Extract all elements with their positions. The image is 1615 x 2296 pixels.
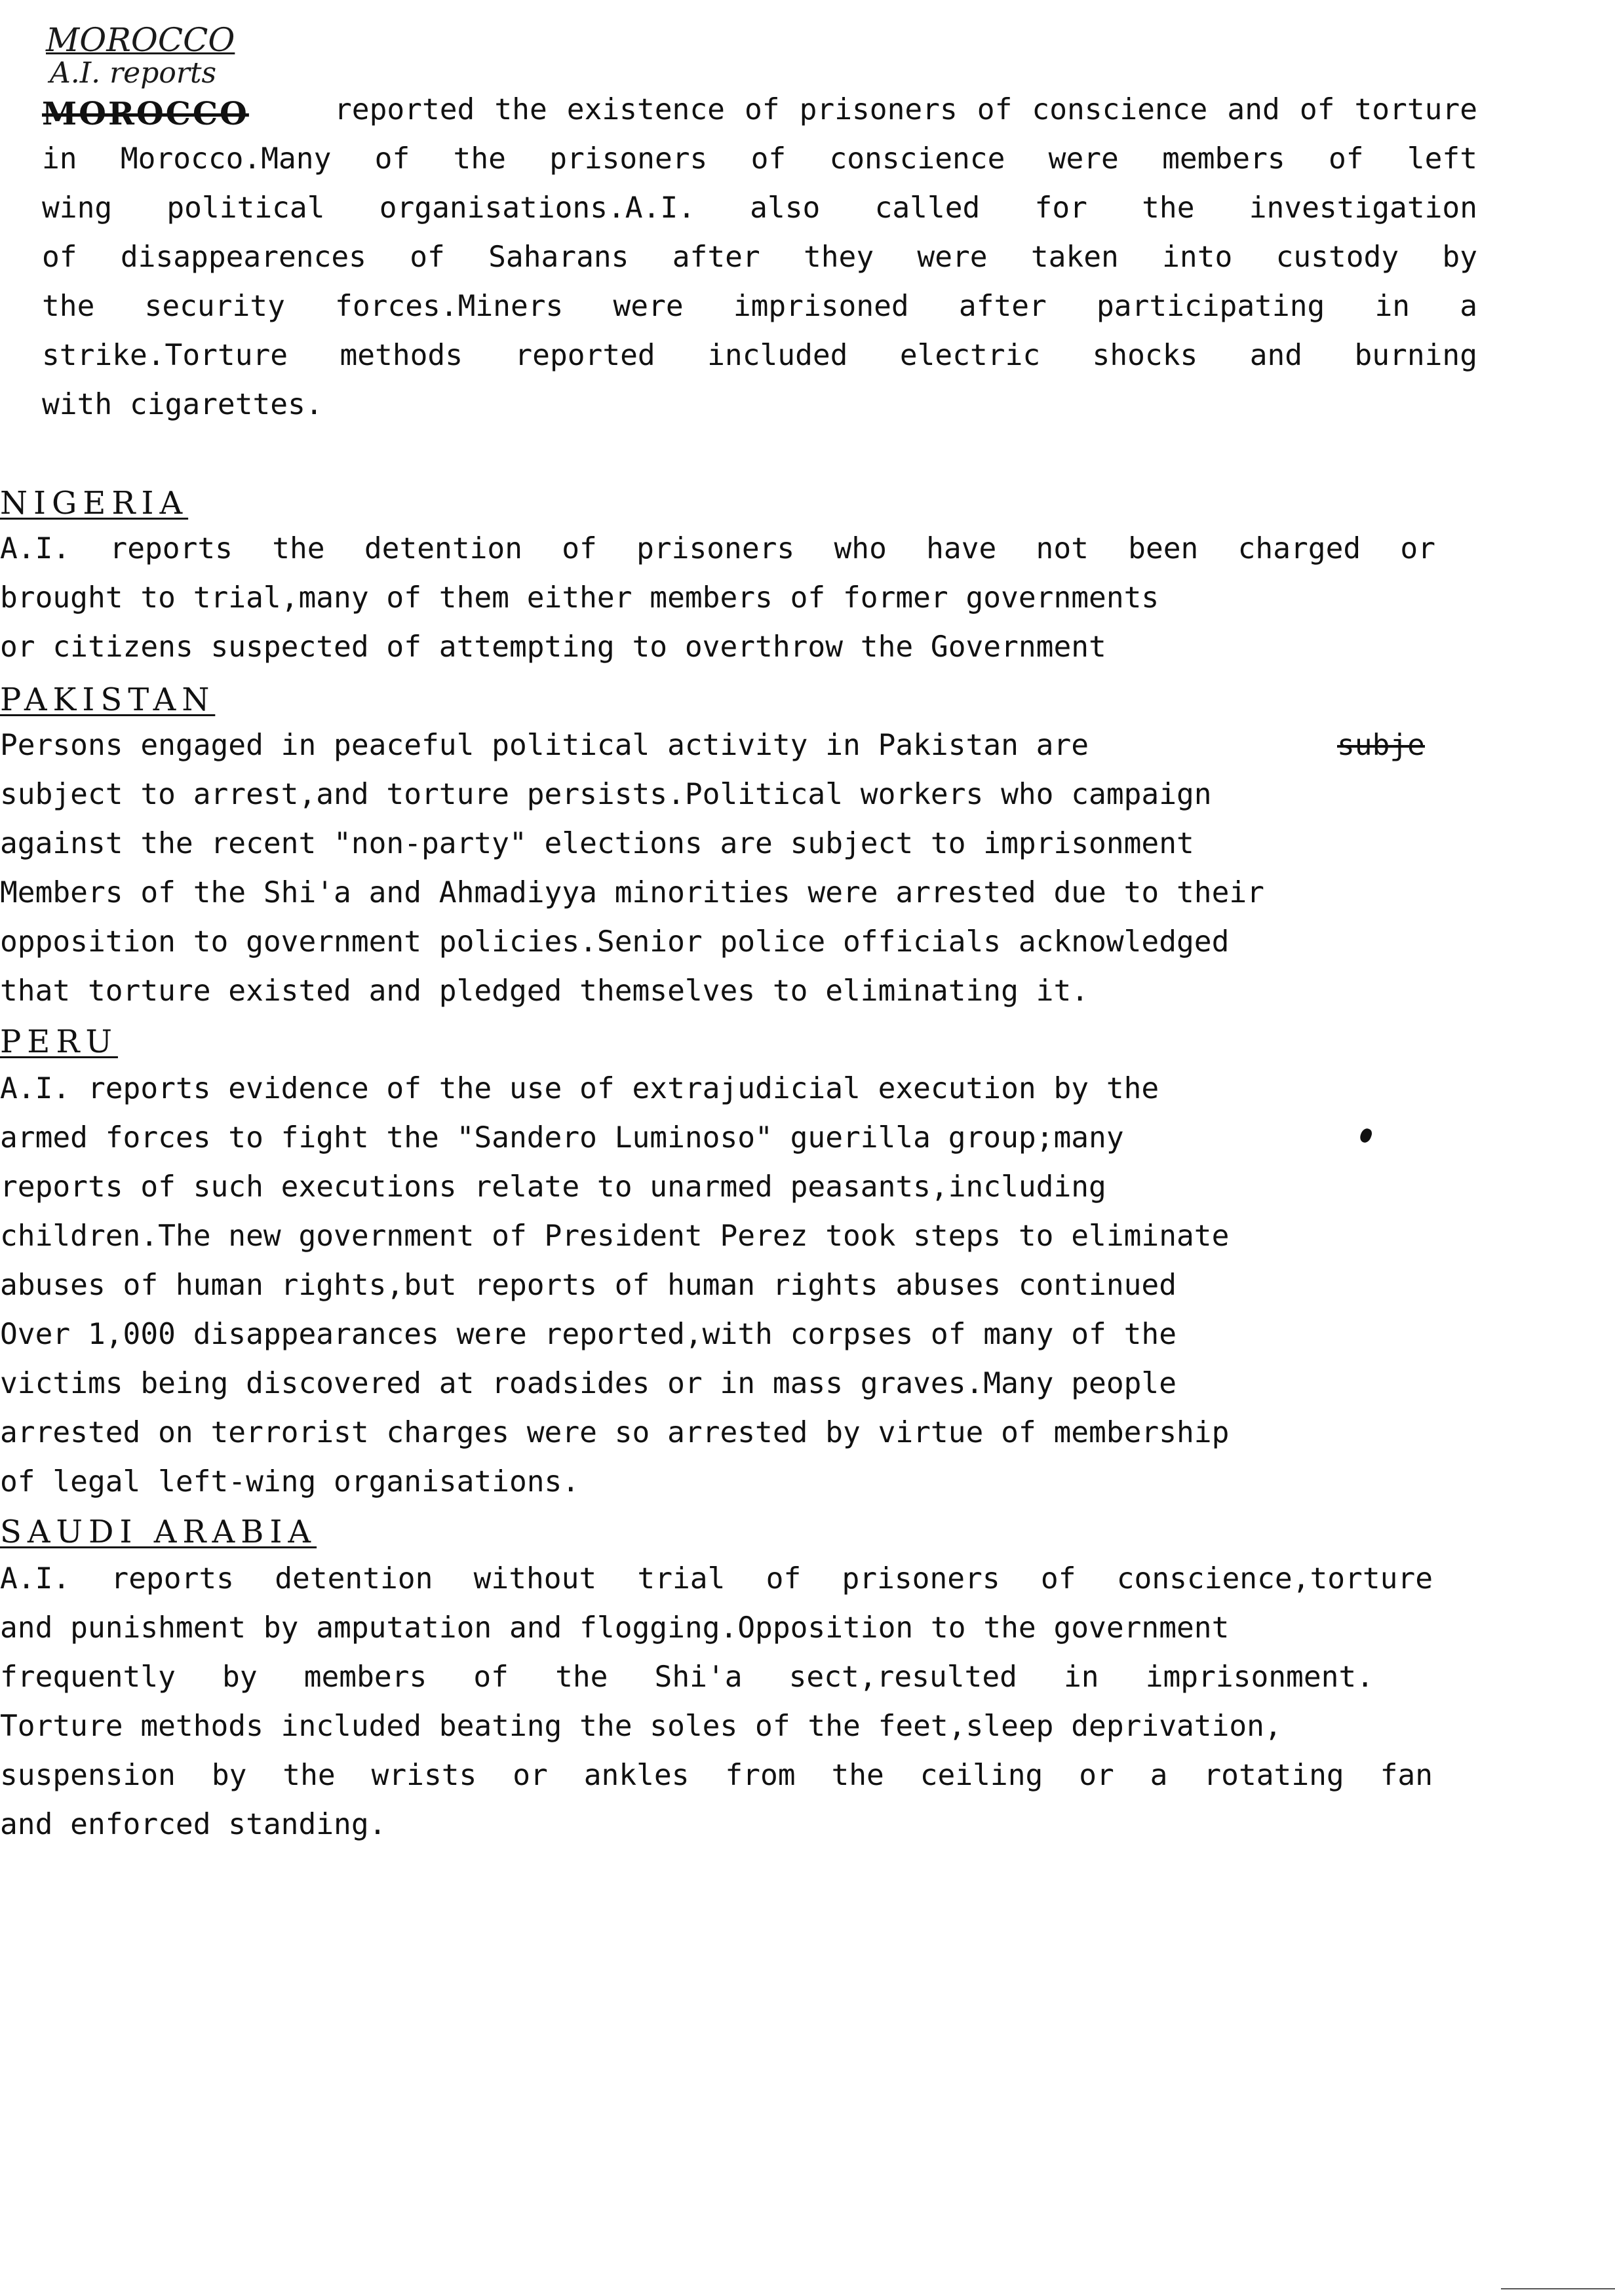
text-line: reports of such executions relate to unarmed peasants,including [0,1170,1106,1204]
text-line: victims being discovered at roadsides or in mass graves.Many people [0,1367,1177,1400]
text-line: or citizens suspected of attempting to overthrow the Government [0,630,1106,664]
text-line: Torture methods included beating the soles of the feet,sleep deprivation, [0,1710,1282,1743]
text-line: reported the existence of prisoners of conscience and of torture [334,93,1477,126]
text-line: strike.Torture methods reported included electric shocks and burning [42,339,1477,372]
text-line: suspension by the wrists or ankles from the ceiling or a rotating fan [0,1759,1433,1792]
text-line: Over 1,000 disappearances were reported,with corpses of many of the [0,1318,1177,1351]
heading-peru: PERU [0,1024,118,1060]
text-line: Persons engaged in peaceful political activity in Pakistan are [0,729,1089,762]
handwritten-note: A.I. reports [50,56,217,90]
text-line: armed forces to fight the "Sandero Luminoso" guerilla group;many [0,1121,1124,1155]
text-line: that torture existed and pledged themselves to eliminating it. [0,974,1089,1008]
text-line: A.I. reports the detention of prisoners who have not been charged or [0,532,1435,565]
text-line: brought to trial,many of them either members of former governments [0,581,1159,615]
ink-blot [1359,1127,1374,1144]
struck-heading-morocco: MOROCCO [42,96,249,132]
text-line: with cigarettes. [42,388,323,421]
text-line: of legal left-wing organisations. [0,1465,580,1499]
text-line: children.The new government of President Perez took steps to eliminate [0,1219,1230,1253]
text-line: A.I. reports evidence of the use of extrajudicial execution by the [0,1072,1159,1105]
text-line: against the recent "non-party" elections are subject to imprisonment [0,827,1194,860]
scan-edge-mark [1501,2288,1615,2289]
heading-saudi-arabia: SAUDI ARABIA [0,1514,317,1550]
text-line: arrested on terrorist charges were so arrested by virtue of membership [0,1416,1230,1449]
text-line: opposition to government policies.Senior police officials acknowledged [0,925,1230,959]
text-line: of disappearences of Saharans after they were taken into custody by [42,240,1477,274]
heading-nigeria: NIGERIA [0,485,189,522]
text-line: the security forces.Miners were imprisoned after participating in a [42,290,1477,323]
handwritten-country: MOROCCO [46,21,235,59]
struck-word: subje [1337,729,1425,762]
text-line: and enforced standing. [0,1808,387,1841]
text-line: A.I. reports detention without trial of prisoners of conscience,torture [0,1562,1433,1596]
text-line: and punishment by amputation and flogging.Opposition to the government [0,1611,1230,1645]
text-line: frequently by members of the Shi'a sect,resulted in imprisonment. [0,1660,1374,1694]
text-line: subject to arrest,and torture persists.Political workers who campaign [0,778,1212,811]
handwritten-annotation [46,21,235,90]
text-line: in Morocco.Many of the prisoners of conscience were members of left [42,142,1477,176]
text-line: Members of the Shi'a and Ahmadiyya minorities were arrested due to their [0,876,1264,909]
text-line: abuses of human rights,but reports of human rights abuses continued [0,1269,1177,1302]
text-line: wing political organisations.A.I. also called for the investigation [42,191,1477,225]
heading-pakistan: PAKISTAN [0,681,216,718]
